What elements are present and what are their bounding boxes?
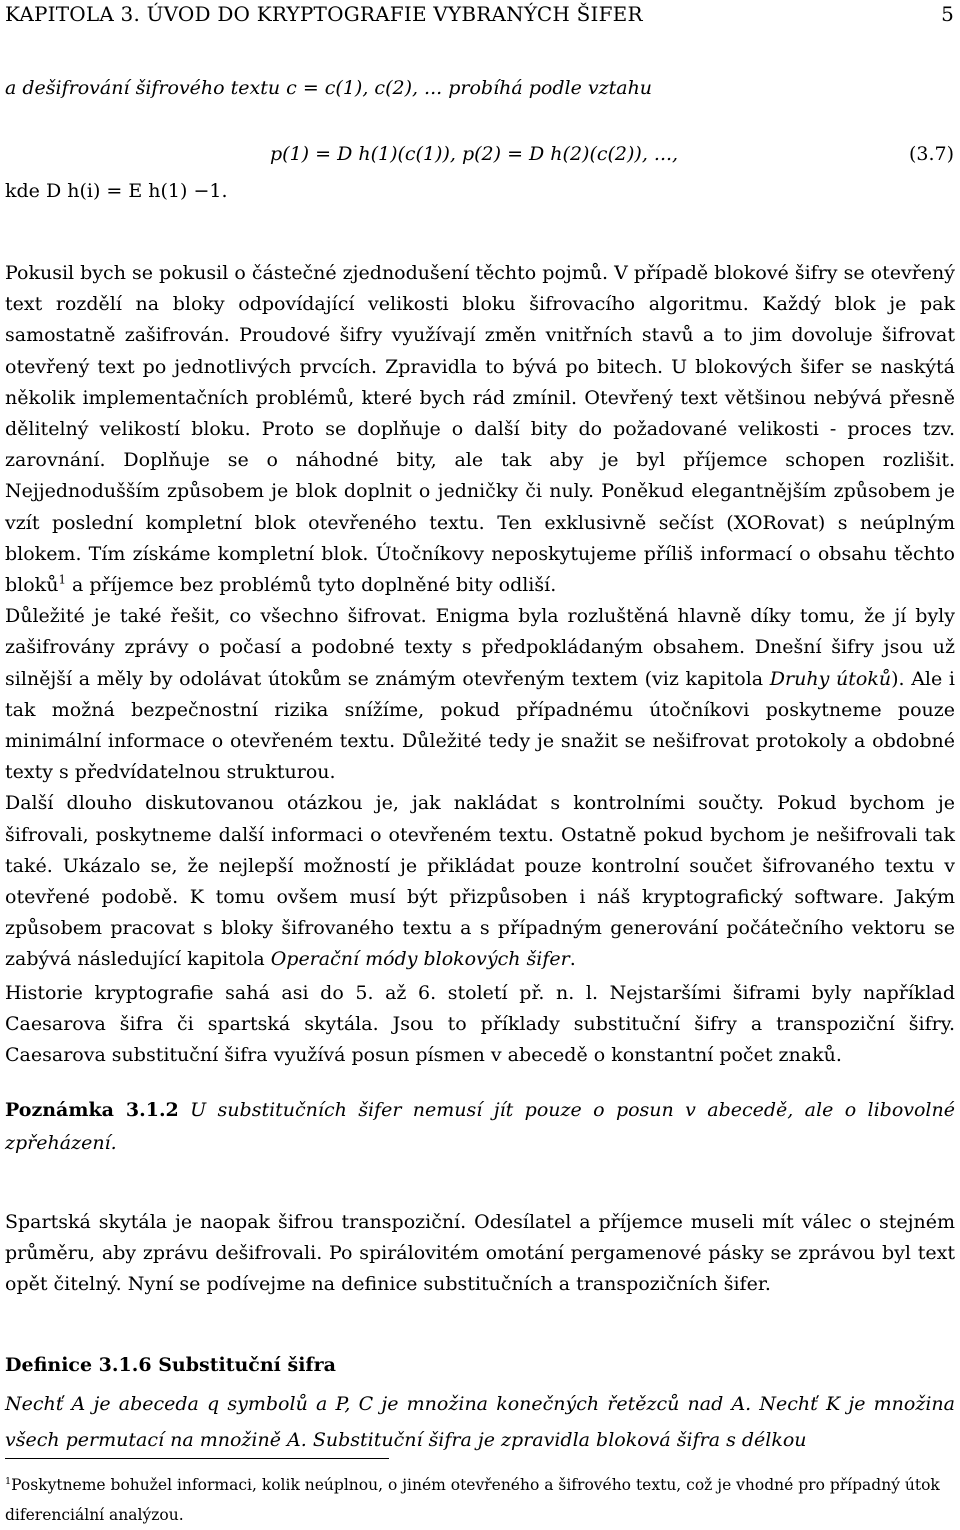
paragraph-text: ). Ale i tak možná bezpečnostní rizika snížíme, pokud případnému útočníkovi poskytneme pouze minimální informace o otevřeném textu. Důležité tedy je snažit se nešifrovat protokoly a obdobné texty s předvídatelnou strukturou. [5, 667, 956, 784]
paragraph-text: Další dlouho diskutovanou otázkou je, jak nakládat s kontrolními součty. Pokud bychom je šifrovali, poskytneme další informaci o otevřeném textu. Ostatně pokud bychom je nešifrovali tak také. Ukázalo se, že nejlepší možností je přikládat pouze kontrolní součet šifrovaného textu v otevřené podobě. K tomu ovšem musí být přizpůsoben i náš kryptografický software. Jakým způsobem pracovat s bloky šifrovaného textu a s případným generování počátečního vektoru se zabývá následující kapitola [5, 792, 955, 971]
paragraph-text: a příjemce bez problémů tyto doplněné bity odliší. [65, 574, 557, 597]
remark-text: U substitučních šifer nemusí jít pouze o posun v abecedě, ale o libovolné zpřeházení. [5, 1099, 955, 1154]
paragraph-text: Důležité je také řešit, co všechno šifrovat. Enigma byla rozluštěná hlavně díky tomu, že jí byly zašifrovány zprávy o počasí a podobné texty s předpokládaným obsahem. Dnešní šifry jsou už silnější a měly by odolávat útokům se známým otevřeným textem (viz kapitola [5, 605, 955, 690]
intro-line: a dešifrování šifrového textu c = c(1), c(2), ... probíhá podle vztahu [5, 77, 653, 99]
paragraph-block-ciphers [5, 258, 955, 976]
chapter-reference: Operační módy blokových šifer [270, 948, 570, 971]
footnote-text: Poskytneme bohužel informaci, kolik neúplnou, o jiném otevřeného a šifrového textu, což je vhodné pro případný útok diferenciální analýzou. [5, 1476, 940, 1524]
chapter-title: KAPITOLA 3. ÚVOD DO KRYPTOGRAFIE VYBRANÝCH ŠIFER [5, 2, 643, 26]
footnote-divider [5, 1458, 389, 1459]
equation: p(1) = D h(1)(c(1)), p(2) = D h(2)(c(2)), ..., [270, 143, 679, 165]
footnote [5, 1470, 955, 1530]
chapter-reference: Druhy útoků [769, 667, 892, 690]
footnote-reference[interactable]: 1 [58, 572, 66, 587]
definition-heading [5, 1354, 955, 1376]
where-clause: kde D h(i) = E h(1) −1. [5, 180, 228, 202]
footnote-mark: 1 [5, 1475, 12, 1487]
paragraph-text: Pokusil bych se pokusil o částečné zjednodušení těchto pojmů. V případě blokové šifry se otevřený text rozdělí na bloky odpovídající velikosti bloku šifrovacího algoritmu. Každý blok je pak samostatně zašifrován. Proudové šifry využívají změn vnitřních stavů a to jim dovoluje šifrovat otevřený text po jednotlivých prvcích. Zpravidla to bývá po bitech. U blokových šifer se naskýtá několik implementačních problémů, které bych rád zmínil. Otevřený text většinou nebývá přesně dělitelný velikostí bloku. Proto se doplňuje o další bity do požadované velikosti - proces tzv. zarovnání. Doplňuje se o náhodné bity, ale tak aby je byl příjemce schopen rozlišit. Nejjednodušším způsobem je blok doplnit o jedničky či nuly. Poněkud elegantnějším způsobem je vzít poslední kompletní blok otevřeného textu. Ten exklusivně sečíst (XORovat) s neúplným blokem. Tím získáme kompletní blok. Útočníkovy neposkytujeme příliš informací o obsahu těchto bloků [5, 262, 955, 597]
paragraph-scytale: Spartská skytála je naopak šifrou transpoziční. Odesílatel a příjemce museli mít válec o stejném průměru, aby zprávu dešifrovali. Po spirálovitém omotání pergamenové pásky se zprávou byl text opět čitelný. Nyní se podívejme na definice substitučních a transpozičních šifer. [5, 1211, 955, 1295]
paragraph-history: Historie kryptografie sahá asi do 5. až 6. století př. n. l. Nejstaršími šiframi byly například Caesarova šifra či spartská skytála. Jsou to příklady substituční šifry a transpoziční šifry. Caesarova substituční šifra využívá posun písmen v abecedě o konstantní počet znaků. [5, 982, 955, 1066]
paragraph-text: . [569, 948, 576, 971]
remark-label: Poznámka 3.1.2 [5, 1099, 179, 1121]
equation-number: (3.7) [908, 143, 954, 165]
page-number: 5 [941, 2, 954, 26]
remark [5, 1094, 955, 1160]
definition-label: Definice 3.1.6 Substituční šifra [5, 1354, 336, 1376]
running-header [5, 2, 954, 26]
definition-text: Nechť A je abeceda q symbolů a P, C je množina konečných řetězců nad A. Nechť K je množina všech permutací na množině A. Substituční šifra je zpravidla bloková šifra s délkou [5, 1393, 955, 1451]
